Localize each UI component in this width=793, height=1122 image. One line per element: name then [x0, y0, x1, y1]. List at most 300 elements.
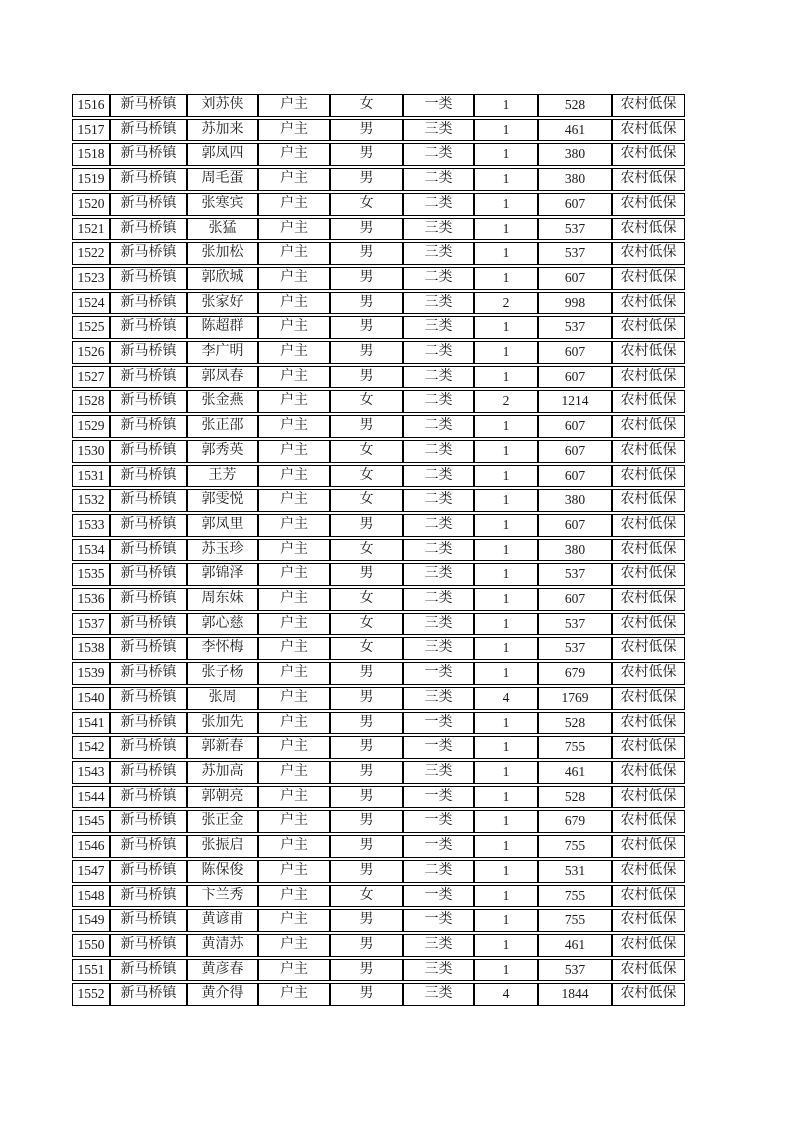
- cell-amount: 755: [538, 885, 612, 908]
- cell-relation: 户主: [258, 415, 330, 438]
- cell-town: 新马桥镇: [110, 810, 187, 833]
- cell-welfare_type: 农村低保: [612, 588, 685, 611]
- table-row: [72, 440, 685, 463]
- cell-category: 二类: [403, 489, 474, 512]
- cell-serial: 1551: [72, 959, 110, 982]
- table-row: [72, 637, 685, 660]
- cell-persons: 1: [474, 168, 538, 191]
- table-row: [72, 786, 685, 809]
- cell-category: 一类: [403, 662, 474, 685]
- cell-persons: 1: [474, 786, 538, 809]
- cell-gender: 男: [330, 860, 403, 883]
- cell-amount: 528: [538, 786, 612, 809]
- table-row: [72, 539, 685, 562]
- table-row: [72, 934, 685, 957]
- cell-name: 郭朝亮: [187, 786, 258, 809]
- cell-persons: 1: [474, 267, 538, 290]
- cell-welfare_type: 农村低保: [612, 193, 685, 216]
- cell-amount: 607: [538, 440, 612, 463]
- cell-gender: 男: [330, 143, 403, 166]
- cell-gender: 男: [330, 662, 403, 685]
- cell-persons: 1: [474, 539, 538, 562]
- cell-serial: 1518: [72, 143, 110, 166]
- cell-town: 新马桥镇: [110, 514, 187, 537]
- cell-persons: 2: [474, 292, 538, 315]
- cell-gender: 女: [330, 465, 403, 488]
- cell-name: 郭秀英: [187, 440, 258, 463]
- cell-relation: 户主: [258, 835, 330, 858]
- cell-town: 新马桥镇: [110, 193, 187, 216]
- table-row: [72, 193, 685, 216]
- cell-amount: 1844: [538, 983, 612, 1006]
- cell-amount: 537: [538, 637, 612, 660]
- cell-category: 三类: [403, 934, 474, 957]
- cell-category: 二类: [403, 588, 474, 611]
- cell-name: 张猛: [187, 218, 258, 241]
- cell-relation: 户主: [258, 712, 330, 735]
- table-row: [72, 341, 685, 364]
- table-row: [72, 366, 685, 389]
- table-row: [72, 514, 685, 537]
- cell-persons: 1: [474, 563, 538, 586]
- cell-welfare_type: 农村低保: [612, 267, 685, 290]
- table-row: [72, 761, 685, 784]
- cell-serial: 1546: [72, 835, 110, 858]
- cell-name: 郭新春: [187, 736, 258, 759]
- cell-persons: 1: [474, 613, 538, 636]
- cell-amount: 1769: [538, 687, 612, 710]
- cell-persons: 1: [474, 588, 538, 611]
- cell-town: 新马桥镇: [110, 934, 187, 957]
- cell-town: 新马桥镇: [110, 143, 187, 166]
- cell-amount: 607: [538, 514, 612, 537]
- cell-category: 二类: [403, 539, 474, 562]
- cell-gender: 男: [330, 415, 403, 438]
- cell-name: 郭凤春: [187, 366, 258, 389]
- cell-persons: 1: [474, 810, 538, 833]
- cell-name: 张加松: [187, 242, 258, 265]
- cell-town: 新马桥镇: [110, 662, 187, 685]
- cell-gender: 女: [330, 193, 403, 216]
- cell-serial: 1548: [72, 885, 110, 908]
- cell-relation: 户主: [258, 193, 330, 216]
- cell-welfare_type: 农村低保: [612, 119, 685, 142]
- cell-welfare_type: 农村低保: [612, 390, 685, 413]
- cell-amount: 461: [538, 761, 612, 784]
- cell-gender: 男: [330, 563, 403, 586]
- cell-relation: 户主: [258, 119, 330, 142]
- table-row: [72, 613, 685, 636]
- cell-amount: 531: [538, 860, 612, 883]
- cell-category: 二类: [403, 860, 474, 883]
- table-row: [72, 168, 685, 191]
- table-row: [72, 119, 685, 142]
- cell-persons: 1: [474, 341, 538, 364]
- cell-town: 新马桥镇: [110, 218, 187, 241]
- cell-town: 新马桥镇: [110, 786, 187, 809]
- cell-name: 李广明: [187, 341, 258, 364]
- cell-relation: 户主: [258, 959, 330, 982]
- cell-gender: 男: [330, 168, 403, 191]
- cell-relation: 户主: [258, 563, 330, 586]
- table-row: [72, 218, 685, 241]
- cell-town: 新马桥镇: [110, 366, 187, 389]
- cell-category: 一类: [403, 712, 474, 735]
- cell-welfare_type: 农村低保: [612, 687, 685, 710]
- cell-name: 郭凤里: [187, 514, 258, 537]
- cell-welfare_type: 农村低保: [612, 539, 685, 562]
- cell-welfare_type: 农村低保: [612, 934, 685, 957]
- cell-serial: 1545: [72, 810, 110, 833]
- cell-name: 苏玉珍: [187, 539, 258, 562]
- cell-name: 郭雯悦: [187, 489, 258, 512]
- cell-name: 陈保俊: [187, 860, 258, 883]
- cell-gender: 男: [330, 736, 403, 759]
- cell-serial: 1527: [72, 366, 110, 389]
- cell-relation: 户主: [258, 934, 330, 957]
- cell-relation: 户主: [258, 94, 330, 117]
- cell-persons: 2: [474, 390, 538, 413]
- cell-serial: 1531: [72, 465, 110, 488]
- cell-amount: 998: [538, 292, 612, 315]
- cell-category: 三类: [403, 563, 474, 586]
- cell-amount: 528: [538, 94, 612, 117]
- cell-name: 郭锦泽: [187, 563, 258, 586]
- cell-relation: 户主: [258, 341, 330, 364]
- cell-welfare_type: 农村低保: [612, 637, 685, 660]
- cell-serial: 1529: [72, 415, 110, 438]
- cell-persons: 4: [474, 687, 538, 710]
- cell-gender: 男: [330, 959, 403, 982]
- cell-persons: 1: [474, 94, 538, 117]
- cell-gender: 女: [330, 489, 403, 512]
- cell-town: 新马桥镇: [110, 415, 187, 438]
- cell-gender: 男: [330, 366, 403, 389]
- table-row: [72, 712, 685, 735]
- cell-category: 三类: [403, 959, 474, 982]
- cell-gender: 男: [330, 119, 403, 142]
- cell-amount: 380: [538, 168, 612, 191]
- cell-relation: 户主: [258, 539, 330, 562]
- cell-welfare_type: 农村低保: [612, 662, 685, 685]
- cell-serial: 1530: [72, 440, 110, 463]
- cell-category: 二类: [403, 193, 474, 216]
- cell-gender: 女: [330, 588, 403, 611]
- cell-name: 周东妹: [187, 588, 258, 611]
- cell-gender: 男: [330, 292, 403, 315]
- cell-serial: 1538: [72, 637, 110, 660]
- cell-persons: 1: [474, 366, 538, 389]
- cell-serial: 1542: [72, 736, 110, 759]
- cell-amount: 380: [538, 143, 612, 166]
- cell-name: 张寒宾: [187, 193, 258, 216]
- cell-town: 新马桥镇: [110, 292, 187, 315]
- table-row: [72, 885, 685, 908]
- cell-category: 三类: [403, 637, 474, 660]
- cell-town: 新马桥镇: [110, 959, 187, 982]
- cell-serial: 1541: [72, 712, 110, 735]
- cell-relation: 户主: [258, 242, 330, 265]
- table-row: [72, 267, 685, 290]
- cell-relation: 户主: [258, 637, 330, 660]
- cell-persons: 1: [474, 934, 538, 957]
- cell-relation: 户主: [258, 489, 330, 512]
- cell-town: 新马桥镇: [110, 909, 187, 932]
- cell-name: 黄介得: [187, 983, 258, 1006]
- cell-relation: 户主: [258, 168, 330, 191]
- welfare-roster-table: [72, 92, 685, 1008]
- cell-gender: 女: [330, 94, 403, 117]
- cell-relation: 户主: [258, 687, 330, 710]
- cell-relation: 户主: [258, 909, 330, 932]
- table-row: [72, 588, 685, 611]
- cell-name: 张正邵: [187, 415, 258, 438]
- cell-category: 一类: [403, 835, 474, 858]
- cell-gender: 男: [330, 712, 403, 735]
- cell-persons: 1: [474, 119, 538, 142]
- cell-relation: 户主: [258, 662, 330, 685]
- cell-name: 张家好: [187, 292, 258, 315]
- cell-amount: 461: [538, 934, 612, 957]
- cell-serial: 1528: [72, 390, 110, 413]
- cell-welfare_type: 农村低保: [612, 94, 685, 117]
- cell-relation: 户主: [258, 736, 330, 759]
- cell-gender: 男: [330, 983, 403, 1006]
- cell-amount: 679: [538, 810, 612, 833]
- cell-gender: 男: [330, 514, 403, 537]
- cell-name: 张周: [187, 687, 258, 710]
- table-row: [72, 860, 685, 883]
- cell-gender: 男: [330, 761, 403, 784]
- cell-town: 新马桥镇: [110, 341, 187, 364]
- cell-amount: 537: [538, 613, 612, 636]
- cell-name: 陈超群: [187, 316, 258, 339]
- cell-category: 三类: [403, 242, 474, 265]
- cell-persons: 1: [474, 143, 538, 166]
- cell-persons: 1: [474, 662, 538, 685]
- table-row: [72, 563, 685, 586]
- cell-category: 二类: [403, 514, 474, 537]
- cell-welfare_type: 农村低保: [612, 983, 685, 1006]
- cell-welfare_type: 农村低保: [612, 514, 685, 537]
- cell-amount: 607: [538, 193, 612, 216]
- cell-serial: 1526: [72, 341, 110, 364]
- table-row: [72, 959, 685, 982]
- cell-name: 黄清苏: [187, 934, 258, 957]
- cell-town: 新马桥镇: [110, 94, 187, 117]
- cell-amount: 755: [538, 736, 612, 759]
- cell-welfare_type: 农村低保: [612, 489, 685, 512]
- cell-name: 李怀梅: [187, 637, 258, 660]
- cell-welfare_type: 农村低保: [612, 341, 685, 364]
- cell-persons: 1: [474, 761, 538, 784]
- cell-welfare_type: 农村低保: [612, 168, 685, 191]
- cell-relation: 户主: [258, 885, 330, 908]
- cell-serial: 1537: [72, 613, 110, 636]
- cell-welfare_type: 农村低保: [612, 835, 685, 858]
- cell-serial: 1532: [72, 489, 110, 512]
- cell-name: 张金燕: [187, 390, 258, 413]
- cell-persons: 1: [474, 909, 538, 932]
- cell-town: 新马桥镇: [110, 242, 187, 265]
- cell-welfare_type: 农村低保: [612, 316, 685, 339]
- cell-persons: 1: [474, 885, 538, 908]
- cell-town: 新马桥镇: [110, 539, 187, 562]
- cell-serial: 1540: [72, 687, 110, 710]
- cell-category: 一类: [403, 810, 474, 833]
- cell-town: 新马桥镇: [110, 588, 187, 611]
- cell-town: 新马桥镇: [110, 712, 187, 735]
- cell-relation: 户主: [258, 810, 330, 833]
- cell-name: 刘苏侠: [187, 94, 258, 117]
- cell-category: 三类: [403, 316, 474, 339]
- cell-relation: 户主: [258, 143, 330, 166]
- table-row: [72, 662, 685, 685]
- cell-town: 新马桥镇: [110, 267, 187, 290]
- cell-relation: 户主: [258, 390, 330, 413]
- cell-category: 二类: [403, 390, 474, 413]
- cell-serial: 1519: [72, 168, 110, 191]
- cell-relation: 户主: [258, 218, 330, 241]
- cell-amount: 755: [538, 835, 612, 858]
- cell-persons: 1: [474, 465, 538, 488]
- cell-welfare_type: 农村低保: [612, 810, 685, 833]
- cell-welfare_type: 农村低保: [612, 415, 685, 438]
- cell-category: 三类: [403, 687, 474, 710]
- cell-category: 一类: [403, 786, 474, 809]
- cell-town: 新马桥镇: [110, 761, 187, 784]
- cell-persons: 1: [474, 415, 538, 438]
- table-row: [72, 810, 685, 833]
- cell-town: 新马桥镇: [110, 835, 187, 858]
- cell-name: 卞兰秀: [187, 885, 258, 908]
- cell-town: 新马桥镇: [110, 440, 187, 463]
- cell-gender: 女: [330, 390, 403, 413]
- cell-amount: 537: [538, 242, 612, 265]
- cell-relation: 户主: [258, 588, 330, 611]
- cell-town: 新马桥镇: [110, 465, 187, 488]
- cell-name: 黄彦春: [187, 959, 258, 982]
- cell-town: 新马桥镇: [110, 563, 187, 586]
- cell-serial: 1524: [72, 292, 110, 315]
- cell-welfare_type: 农村低保: [612, 563, 685, 586]
- cell-gender: 男: [330, 341, 403, 364]
- cell-amount: 607: [538, 465, 612, 488]
- cell-welfare_type: 农村低保: [612, 909, 685, 932]
- cell-serial: 1521: [72, 218, 110, 241]
- cell-serial: 1550: [72, 934, 110, 957]
- table-body: [72, 94, 685, 1006]
- cell-amount: 1214: [538, 390, 612, 413]
- cell-persons: 1: [474, 440, 538, 463]
- cell-persons: 1: [474, 959, 538, 982]
- cell-welfare_type: 农村低保: [612, 860, 685, 883]
- cell-relation: 户主: [258, 613, 330, 636]
- cell-town: 新马桥镇: [110, 637, 187, 660]
- cell-welfare_type: 农村低保: [612, 366, 685, 389]
- cell-persons: 1: [474, 514, 538, 537]
- cell-persons: 1: [474, 835, 538, 858]
- cell-serial: 1549: [72, 909, 110, 932]
- cell-serial: 1544: [72, 786, 110, 809]
- cell-name: 张加先: [187, 712, 258, 735]
- cell-amount: 380: [538, 489, 612, 512]
- cell-name: 张子杨: [187, 662, 258, 685]
- cell-town: 新马桥镇: [110, 489, 187, 512]
- cell-relation: 户主: [258, 786, 330, 809]
- cell-relation: 户主: [258, 366, 330, 389]
- cell-category: 二类: [403, 415, 474, 438]
- table-row: [72, 489, 685, 512]
- cell-town: 新马桥镇: [110, 885, 187, 908]
- cell-serial: 1534: [72, 539, 110, 562]
- cell-welfare_type: 农村低保: [612, 712, 685, 735]
- cell-serial: 1536: [72, 588, 110, 611]
- cell-category: 三类: [403, 983, 474, 1006]
- cell-serial: 1523: [72, 267, 110, 290]
- cell-town: 新马桥镇: [110, 687, 187, 710]
- cell-name: 张振启: [187, 835, 258, 858]
- table-row: [72, 292, 685, 315]
- cell-persons: 1: [474, 193, 538, 216]
- cell-category: 二类: [403, 366, 474, 389]
- cell-amount: 607: [538, 588, 612, 611]
- cell-gender: 男: [330, 687, 403, 710]
- table-row: [72, 94, 685, 117]
- table-row: [72, 687, 685, 710]
- cell-town: 新马桥镇: [110, 168, 187, 191]
- cell-name: 郭凤四: [187, 143, 258, 166]
- cell-category: 二类: [403, 168, 474, 191]
- cell-welfare_type: 农村低保: [612, 218, 685, 241]
- cell-relation: 户主: [258, 316, 330, 339]
- cell-welfare_type: 农村低保: [612, 786, 685, 809]
- cell-category: 三类: [403, 119, 474, 142]
- cell-serial: 1535: [72, 563, 110, 586]
- table-row: [72, 242, 685, 265]
- cell-serial: 1547: [72, 860, 110, 883]
- cell-persons: 1: [474, 637, 538, 660]
- cell-gender: 女: [330, 885, 403, 908]
- cell-serial: 1525: [72, 316, 110, 339]
- table-row: [72, 835, 685, 858]
- cell-relation: 户主: [258, 292, 330, 315]
- cell-gender: 男: [330, 835, 403, 858]
- cell-name: 张正金: [187, 810, 258, 833]
- cell-amount: 679: [538, 662, 612, 685]
- cell-town: 新马桥镇: [110, 983, 187, 1006]
- cell-welfare_type: 农村低保: [612, 736, 685, 759]
- table-row: [72, 143, 685, 166]
- cell-welfare_type: 农村低保: [612, 242, 685, 265]
- cell-welfare_type: 农村低保: [612, 761, 685, 784]
- cell-gender: 女: [330, 637, 403, 660]
- cell-category: 三类: [403, 218, 474, 241]
- cell-relation: 户主: [258, 983, 330, 1006]
- cell-gender: 男: [330, 316, 403, 339]
- cell-welfare_type: 农村低保: [612, 613, 685, 636]
- cell-welfare_type: 农村低保: [612, 440, 685, 463]
- cell-amount: 607: [538, 341, 612, 364]
- cell-gender: 男: [330, 934, 403, 957]
- cell-amount: 607: [538, 415, 612, 438]
- cell-persons: 1: [474, 242, 538, 265]
- cell-persons: 1: [474, 736, 538, 759]
- cell-welfare_type: 农村低保: [612, 292, 685, 315]
- cell-name: 郭欣城: [187, 267, 258, 290]
- cell-name: 黄谚甫: [187, 909, 258, 932]
- cell-relation: 户主: [258, 761, 330, 784]
